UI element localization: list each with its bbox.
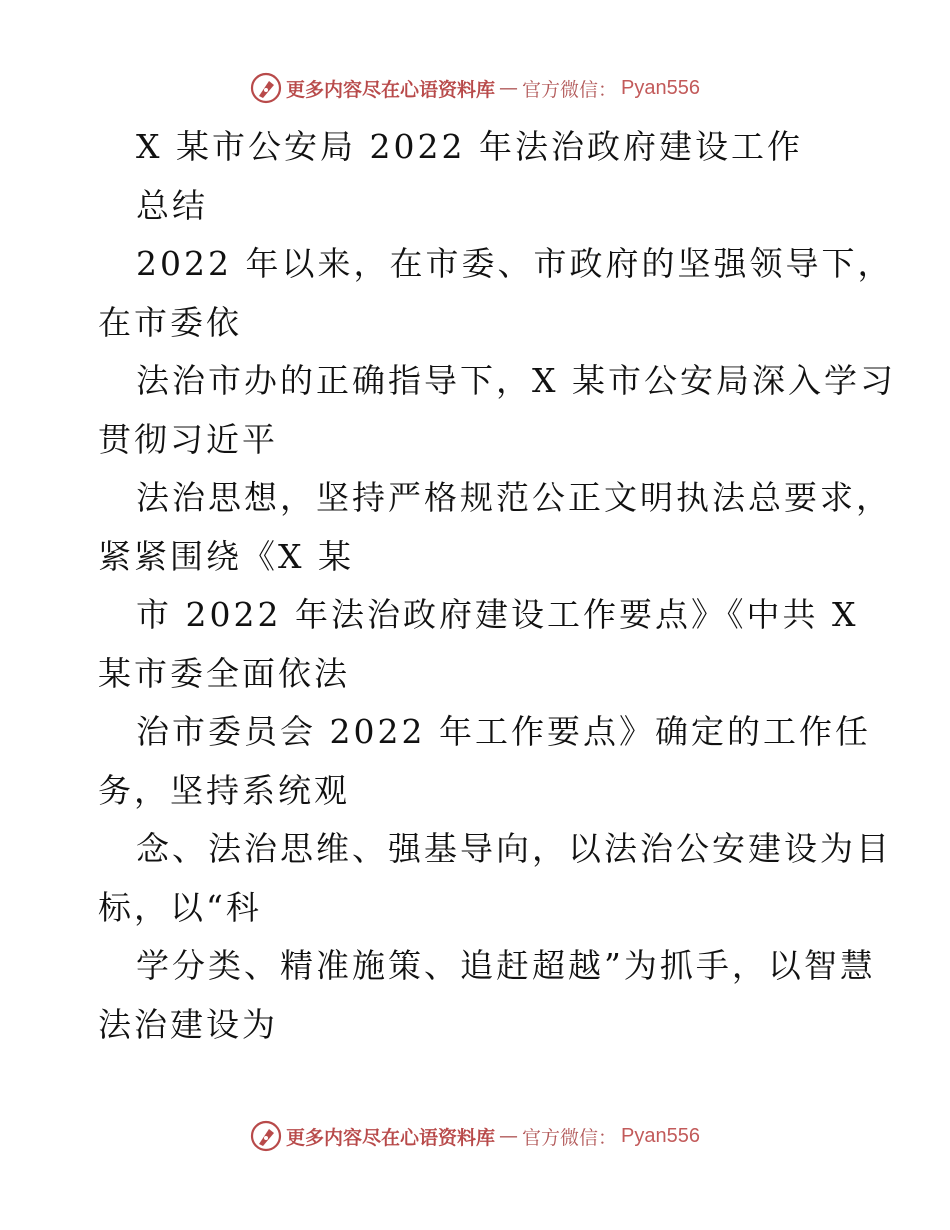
watermark-wechat-label: 官方微信： bbox=[522, 1126, 618, 1149]
paragraph-line: 法治思想，坚持严格规范公正文明执法总要求， bbox=[136, 478, 892, 517]
paragraph-line: 标，以“科 bbox=[98, 887, 262, 927]
footer-watermark bbox=[0, 1120, 950, 1152]
paragraph-line: 紧紧围绕《X 某 bbox=[98, 536, 354, 576]
pen-nib-logo-icon bbox=[250, 72, 282, 104]
document-body bbox=[0, 118, 950, 1054]
watermark-wechat-label: 官方微信： bbox=[522, 78, 618, 101]
header-watermark bbox=[0, 72, 950, 104]
paragraph-line: 念、法治思维、强基导向，以法治公安建设为目 bbox=[136, 829, 892, 868]
watermark-site-text: 更多内容尽在心语资料库 bbox=[286, 1126, 496, 1149]
paragraph-line: 法治建设为 bbox=[98, 1004, 278, 1044]
paragraph-line: 贯彻习近平 bbox=[98, 419, 278, 459]
watermark-separator: — bbox=[499, 1125, 519, 1147]
paragraph-line: 务，坚持系统观 bbox=[98, 770, 350, 810]
paragraph-line: 某市委全面依法 bbox=[98, 653, 350, 693]
title-line-2: 总结 bbox=[136, 185, 208, 225]
paragraph-line: 2022 年以来，在市委、市政府的坚强领导下， bbox=[136, 244, 894, 283]
pen-nib-logo-icon bbox=[250, 1120, 282, 1152]
watermark-wechat-handle: Pyan556 bbox=[621, 76, 700, 99]
paragraph-line: 治市委员会 2022 年工作要点》确定的工作任 bbox=[136, 712, 871, 751]
watermark-wechat-handle: Pyan556 bbox=[621, 1124, 700, 1147]
watermark-separator: — bbox=[499, 77, 519, 99]
title-line-1: X 某市公安局 2022 年法治政府建设工作 bbox=[136, 127, 803, 166]
paragraph-line: 在市委依 bbox=[98, 302, 242, 342]
paragraph-line: 法治市办的正确指导下，X 某市公安局深入学习 bbox=[136, 361, 896, 400]
paragraph-line: 市 2022 年法治政府建设工作要点》《中共 X bbox=[136, 595, 859, 634]
watermark-site-text: 更多内容尽在心语资料库 bbox=[286, 78, 496, 101]
paragraph-line: 学分类、精准施策、追赶超越”为抓手，以智慧 bbox=[136, 946, 876, 985]
